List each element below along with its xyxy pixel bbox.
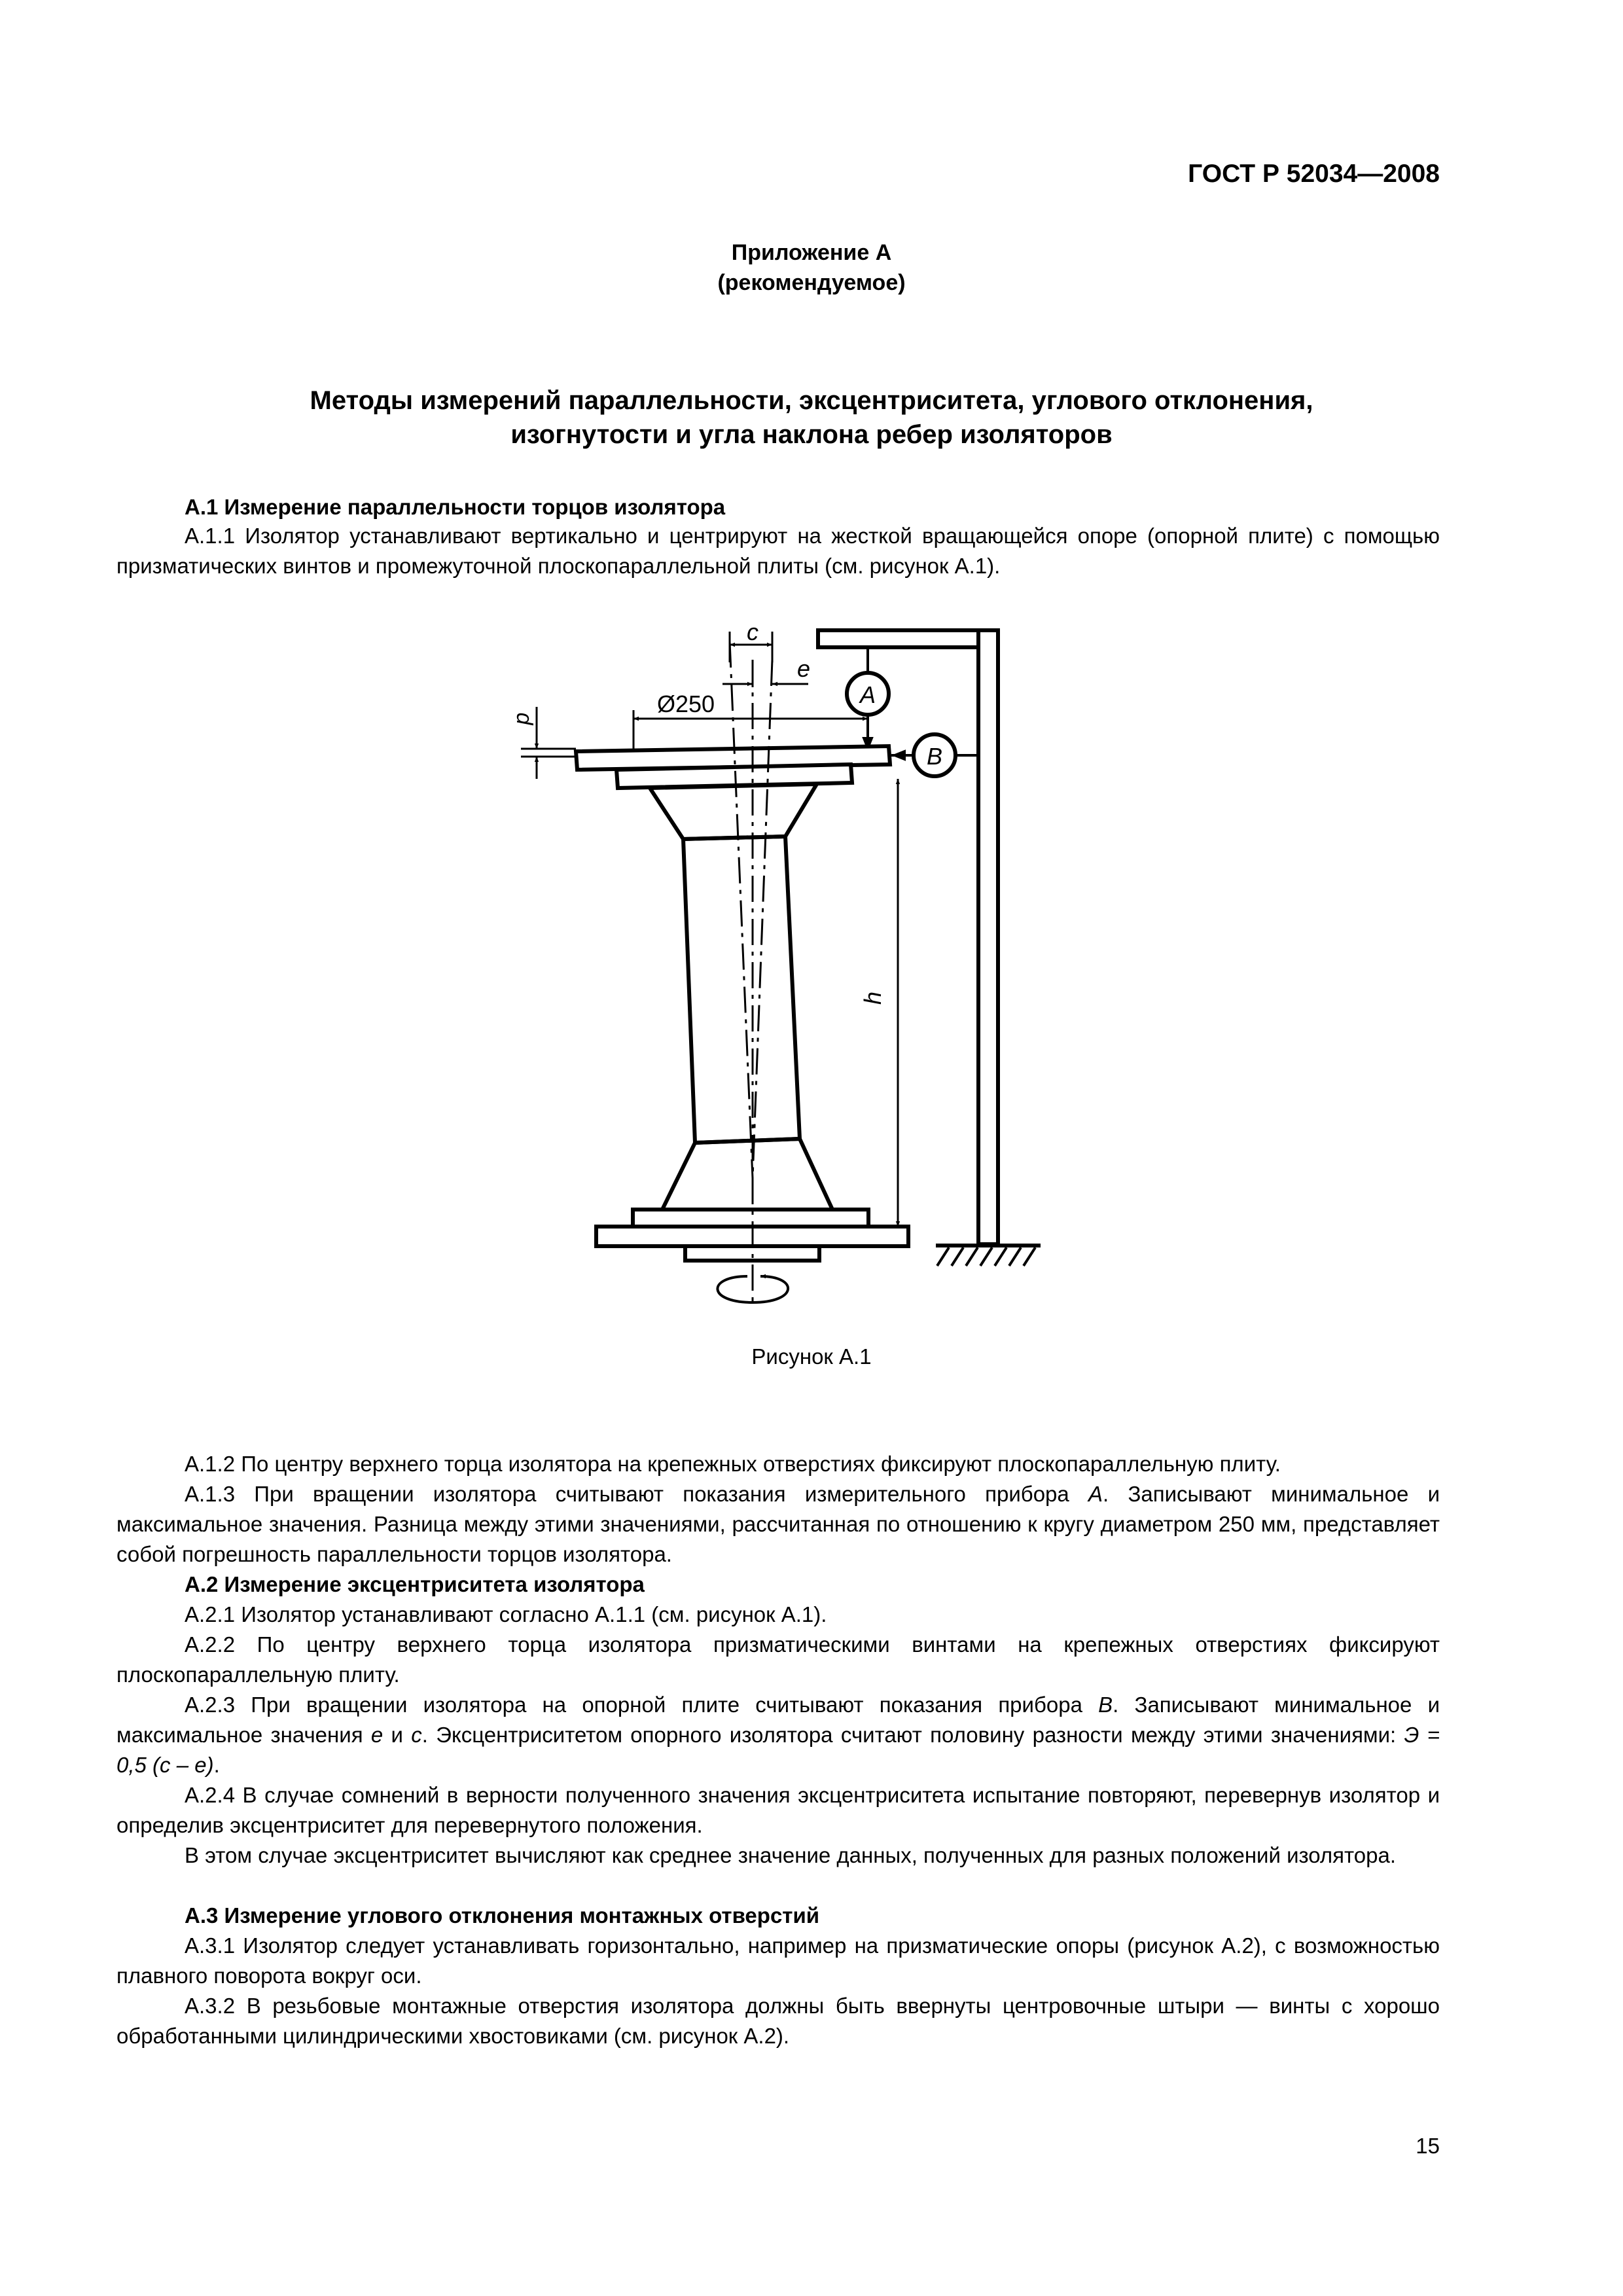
paragraph-a2-4b: В этом случае эксцентриситет вычисляют как среднее значение данных, полученных для разных положений изолятора. <box>185 1843 1396 1867</box>
dimension-p-label: p <box>509 712 534 725</box>
paragraph-a2-4: А.2.4 В случае сомнений в верности полученного значения эксцентриситета испытание повторяют, перевернув изолятор и определив эксцентриситет для перевернутого положения. <box>116 1783 1440 1837</box>
page-number: 15 <box>1416 2134 1440 2158</box>
section-a2-heading: А.2 Измерение эксцентриситета изолятора <box>185 1572 645 1596</box>
paragraph-a1-2: А.1.2 По центру верхнего торца изолятора на крепежных отверстиях фиксируют плоскопараллельную плиту. <box>185 1452 1281 1476</box>
gauge-a-label: A <box>859 681 876 708</box>
gauge-b-label: B <box>926 743 943 770</box>
paragraph-a2-2: А.2.2 По центру верхнего торца изолятора призматическими винтами на крепежных отверстиях фиксируют плоскопараллельную плиту. <box>116 1632 1440 1687</box>
paragraph-a2-1: А.2.1 Изолятор устанавливают согласно А.1.1 (см. рисунок А.1). <box>185 1602 827 1626</box>
gauge-a-indicator <box>847 647 889 751</box>
paragraph-a3-2: А.3.2 В резьбовые монтажные отверстия изолятора должны быть ввернуты центровочные штыри — винты с хорошо обработанными цилиндрическими хвостовиками (см. рисунок А.2). <box>116 1994 1440 2048</box>
appendix-title: Приложение А <box>731 240 892 265</box>
section-a1-heading: А.1 Измерение параллельности торцов изолятора <box>185 495 726 519</box>
dimension-c-label: c <box>747 619 758 645</box>
axis-center-lines <box>730 641 772 1302</box>
measuring-stand <box>818 630 998 1244</box>
paragraph-a1-3: А.1.3 При вращении изолятора считывают показания измерительного прибора А. Записывают минимальное и максимальное значения. Разница между этими значениями, рассчитанная по отношению к кругу диаметром 250 мм, представляет собой погрешность параллельности торцов изолятора. <box>116 1482 1440 1566</box>
dimension-h <box>859 779 898 1227</box>
paragraph-a1-1: А.1.1 Изолятор устанавливают вертикально и центрируют на жесткой вращающейся опоре (опорной плите) с помощью призматических винтов и промежуточной плоскопараллельной плиты (см. рисунок А.1). <box>116 524 1440 578</box>
dimension-diameter-label: Ø250 <box>656 691 715 717</box>
dimension-c <box>730 619 772 662</box>
dimension-h-label: h <box>859 991 886 1005</box>
dimension-diameter <box>633 691 868 750</box>
document-standard-code: ГОСТ Р 52034—2008 <box>1188 160 1440 188</box>
ground-hatching <box>936 1246 1041 1266</box>
dimension-e <box>722 655 810 687</box>
main-title-line-1: Методы измерений параллельности, эксцентриситета, углового отклонения, <box>310 386 1313 415</box>
appendix-subtitle: (рекомендуемое) <box>717 270 906 295</box>
gauge-b-indicator <box>891 734 978 776</box>
section-a3-heading: А.3 Измерение углового отклонения монтажных отверстий <box>185 1903 820 1928</box>
insulator-body <box>576 746 908 1261</box>
paragraph-a2-3: А.2.3 При вращении изолятора на опорной плите считывают показания прибора В. Записывают минимальное и максимальное значения е и с. Эксцентриситетом опорного изолятора считают половину разности между этими значениями: Э = 0,5 (с – е). <box>116 1693 1440 1777</box>
paragraph-a3-1: А.3.1 Изолятор следует устанавливать горизонтально, например на призматические опоры (рисунок А.2), с возможностью плавного поворота вокруг оси. <box>116 1933 1440 1988</box>
main-title-line-2: изогнутости и угла наклона ребер изоляторов <box>510 420 1113 449</box>
dimension-e-label: e <box>796 655 811 682</box>
dimension-p <box>509 707 576 779</box>
figure-caption: Рисунок А.1 <box>751 1344 872 1369</box>
